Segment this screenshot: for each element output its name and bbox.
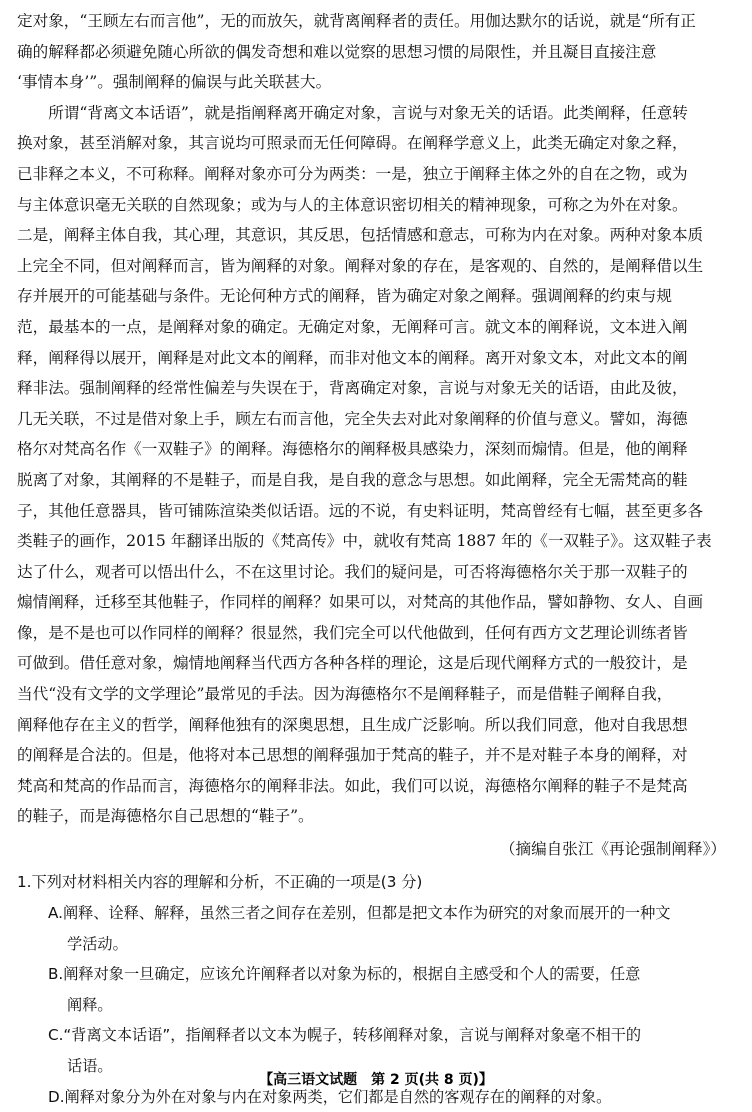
article-line: 释，阐释得以展开，阐释是对此文本的阐释，而非对他文本的阐释。离开对象文本，对此文本的阐: [17, 348, 688, 367]
article-line: 脱离了对象，其阐释的不是鞋子，而是自我，是自我的意念与思想。如此阐释，完全无需梵高的鞋: [17, 470, 688, 489]
article-line: 达了什么，观者可以悟出什么，不在这里讨论。我们的疑问是，可否将海德格尔关于那一双鞋子的: [17, 562, 688, 581]
article-line: 所谓“背离文本话语”，就是指阐释离开确定对象，言说与对象无关的话语。此类阐释，任意转: [17, 103, 688, 122]
article-line: 存并展开的可能基础与条件。无论何种方式的阐释，皆为确定对象之阐释。强调阐释的约束与规: [17, 287, 672, 306]
article-line: 确的解释都必须避免随心所欲的偶发奇想和难以觉察的思想习惯的局限性，并且凝目直接注意: [17, 42, 657, 61]
option-a-line1: A.阐释、诠释、解释，虽然三者之间存在差别，但都是把文本作为研究的对象而展开的一种文: [48, 904, 671, 923]
question-title: 1.下列对材料相关内容的理解和分析，不正确的一项是(3 分): [17, 873, 423, 892]
option-b-line2: 阐释。: [67, 995, 113, 1014]
option-b-line1: B.阐释对象一旦确定，应该允许阐释者以对象为标的，根据自主感受和个人的需要，任意: [48, 965, 641, 984]
article-line: 已非释之本义，不可称释。阐释对象亦可分为两类：一是，独立于阐释主体之外的自在之物，或为: [17, 164, 688, 183]
article-line: 范，最基本的一点，是阐释对象的确定。无确定对象，无阐释可言。就文本的阐释说，文本进入阐: [17, 317, 688, 336]
article-line: 与主体意识毫无关联的自然现象；或为与人的主体意识密切相关的精神现象，可称之为外在对象。: [17, 195, 688, 214]
article-line: 的鞋子，而是海德格尔自己思想的“鞋子”。: [17, 807, 314, 826]
article-line: 梵高和梵高的作品而言，海德格尔的阐释非法。如此，我们可以说，海德格尔阐释的鞋子不是梵高: [17, 776, 688, 795]
article-line: 换对象，甚至消解对象，其言说均可照录而无任何障碍。在阐释学意义上，此类无确定对象之释，: [17, 134, 688, 153]
article-line: 阐释他存在主义的哲学，阐释他独有的深奥思想，且生成广泛影响。所以我们同意，他对自我思想: [17, 715, 688, 734]
option-c-line1: C.“背离文本话语”，指阐释者以文本为幌子，转移阐释对象，言说与阐释对象毫不相干的: [48, 1026, 642, 1045]
article-line: 释非法。强制阐释的经常性偏差与失误在于，背离确定对象，言说与对象无关的话语，由此及彼，: [17, 379, 688, 398]
article-line: 煽情阐释，迁移至其他鞋子，作同样的阐释？如果可以，对梵高的其他作品，譬如静物、女人、自画: [17, 593, 704, 612]
article-source: （摘编自张江《再论强制阐释》）: [499, 840, 726, 859]
option-c-line2: 话语。: [67, 1057, 113, 1075]
article-line: 上完全不同，但对阐释而言，皆为阐释的对象。阐释对象的存在，是客观的、自然的，是阐释借以生: [17, 256, 704, 275]
article-line: ‘事情本身’”。强制阐释的偏误与此关联甚大。: [17, 73, 332, 92]
option-a-line2: 学活动。: [67, 934, 128, 953]
article-line: 子，其他任意器具，皆可铺陈渲染类似话语。远的不说，有史料证明，梵高曾经有七幅，甚至更多各: [17, 501, 704, 520]
article-line: 可做到。借任意对象，煽情地阐释当代西方各种各样的理论，这是后现代阐释方式的一般狡计，是: [17, 654, 688, 673]
article-line: 二是，阐释主体自我，其心理，其意识，其反思，包括情感和意志，可称为内在对象。两种对象本质: [17, 226, 704, 245]
article-line: 当代“没有文学的文学理论”最常见的手法。因为海德格尔不是阐释鞋子，而是借鞋子阐释自我，: [17, 685, 673, 704]
article-line: 类鞋子的画作，2015 年翻译出版的《梵高传》中，就收有梵高 1887 年的《一双鞋子》。这双鞋子表: [17, 532, 712, 551]
article-line: 的阐释是合法的。但是，他将对本己思想的阐释强加于梵高的鞋子，并不是对鞋子本身的阐释，对: [17, 746, 688, 765]
article-line: 几无关联，不过是借对象上手，顾左右而言他，完全失去对此对象阐释的价值与意义。譬如，海德: [17, 409, 688, 428]
article-line: 像，是不是也可以作同样的阐释？很显然，我们完全可以代他做到，任何有西方文艺理论训练者皆: [17, 623, 688, 642]
article-body: [17, 6, 732, 832]
page-footer: 【高三语文试题 第 2 页(共 8 页)】: [259, 1072, 493, 1088]
article-line: 格尔对梵高名作《一双鞋子》的阐释。海德格尔的阐释极具感染力，深刻而煽情。但是，他的阐释: [17, 440, 688, 459]
option-d-line1: D.阐释对象分为外在对象与内在对象两类，它们都是自然的客观存在的阐释的对象。: [48, 1087, 612, 1106]
article-line: 定对象，“王顾左右而言他”，无的而放矢，就背离阐释者的责任。用伽达默尔的话说，就是“所有正: [17, 12, 696, 30]
